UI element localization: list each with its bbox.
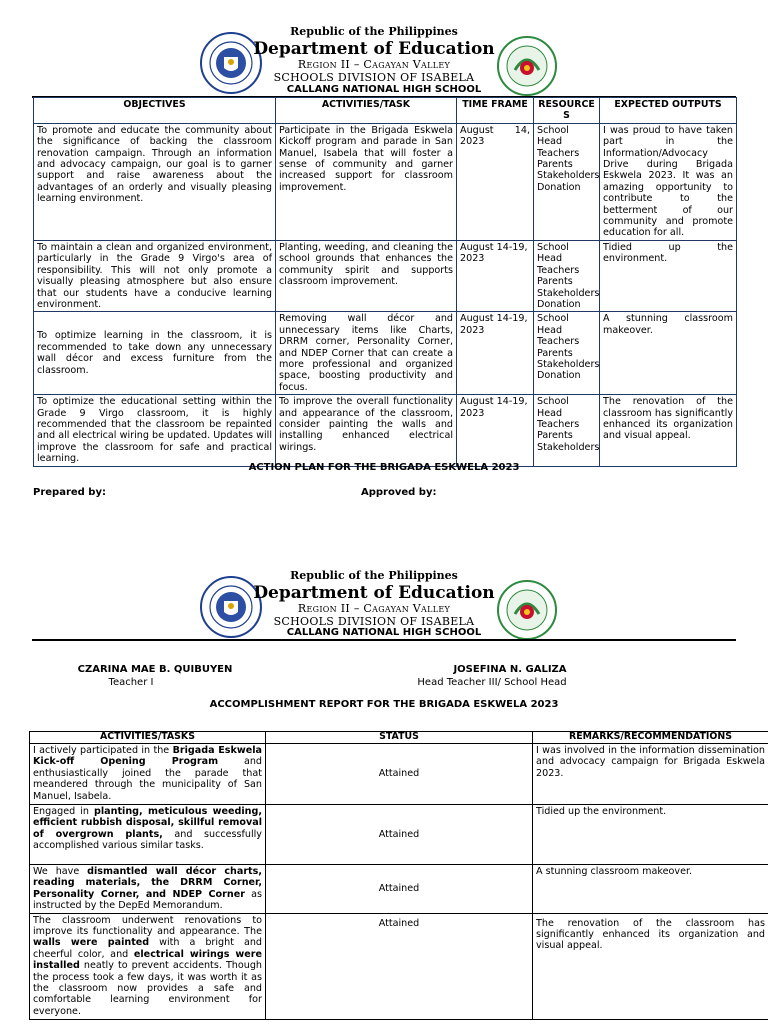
resource-item: Stakeholders — [537, 441, 600, 453]
output-cell: A stunning classroom makeover. — [600, 312, 737, 395]
time-cell: August 14-19, 2023 — [457, 395, 534, 466]
column-header: TIME FRAME — [457, 98, 534, 124]
table-row — [34, 312, 737, 395]
objective-cell: To promote and educate the community about the significance of backing the classroom renovation campaign. Through an information and advocacy campaign, our goal is to garner support and raise awareness about the advantages of an orderly and visually pleasing learning environment. — [34, 123, 276, 240]
remarks-cell: The renovation of the classroom has significantly enhanced its organization and visual appeal. — [533, 913, 768, 1019]
column-header: REMARKS/RECOMMENDATIONS — [533, 732, 768, 744]
resource-item: School Head — [537, 241, 569, 265]
action-plan-table — [33, 97, 737, 467]
action-plan-title: ACTION PLAN FOR THE BRIGADA ESKWELA 2023 — [248, 462, 520, 473]
department-title: Department of Education — [253, 583, 495, 603]
column-header: ACTIVITIES/TASKS — [30, 732, 266, 744]
column-header: STATUS — [266, 732, 533, 744]
resource-item: Stakeholders — [537, 170, 600, 182]
resource-item: Teachers — [537, 418, 580, 430]
accomplishment-table — [29, 731, 768, 1020]
resource-item: Teachers — [537, 147, 580, 159]
remarks-cell: Tidied up the environment. — [533, 805, 768, 865]
column-header: RESOURCE S — [534, 98, 600, 124]
output-cell: I was proud to have taken part in the Information/Advocacy Drive during Brigada Eskwela 2023. It was an amazing opportunity to contribute to the betterment of our community and promote education for all. — [600, 123, 737, 240]
resource-item: Teachers — [537, 264, 580, 276]
head-name: JOSEFINA N. GALIZA — [453, 664, 567, 675]
table-row — [30, 805, 768, 865]
column-header: OBJECTIVES — [34, 98, 276, 124]
column-header: EXPECTED OUTPUTS — [600, 98, 737, 124]
department-title: Department of Education — [253, 39, 495, 59]
activity-cell: We have dismantled wall décor charts, reading materials, the DRRM Corner, Personality Corner, and NDEP Corner as instructed by the DepEd Memorandum. — [30, 865, 266, 914]
output-cell: Tidied up the environment. — [600, 240, 737, 311]
activity-cell: I actively participated in the Brigada Eskwela Kick-off Opening Program and enthusiastically joined the parade that meandered through the municipality of San Manuel, Isabela. — [30, 744, 266, 805]
division-line: SCHOOLS DIVISION OF ISABELA — [273, 615, 475, 628]
status-cell: Attained — [266, 744, 533, 805]
resource-item: Donation — [537, 298, 581, 310]
activity-cell: Engaged in planting, meticulous weeding, efficient rubbish disposal, skillful removal of overgrown plants, and successfully accomplished various similar tasks. — [30, 805, 266, 865]
republic-line: Republic of the Philippines — [290, 569, 458, 582]
table-row — [30, 744, 768, 805]
table-row — [34, 240, 737, 311]
time-cell: August 14-19, 2023 — [457, 240, 534, 311]
column-header: ACTIVITIES/TASK — [276, 98, 457, 124]
resource-item: Parents — [537, 159, 573, 171]
table-header-row — [30, 732, 768, 744]
output-cell: The renovation of the classroom has significantly enhanced its organization and visual appeal. — [600, 395, 737, 466]
table-row — [30, 913, 768, 1019]
region-line: Region II – Cagayan Valley — [297, 58, 451, 71]
table-row — [34, 123, 737, 240]
activity-cell: Participate in the Brigada Eskwela Kickoff program and parade in San Manuel, Isabela that will foster a sense of community and garner increased support for classroom improvement. — [276, 123, 457, 240]
activity-cell: To improve the overall functionality and appearance of the classroom, consider painting the walls and installing enhanced electrical wirings. — [276, 395, 457, 466]
region-line: Region II – Cagayan Valley — [297, 602, 451, 615]
school-name: CALLANG NATIONAL HIGH SCHOOL — [286, 84, 482, 95]
resources-cell — [534, 395, 600, 466]
teacher-role: Teacher I — [108, 677, 154, 688]
resource-item: Parents — [537, 430, 573, 442]
resource-item: Stakeholders — [537, 358, 600, 370]
school-name: CALLANG NATIONAL HIGH SCHOOL — [286, 627, 482, 638]
table-header-row — [34, 98, 737, 124]
resources-cell — [534, 123, 600, 240]
resources-cell — [534, 240, 600, 311]
resource-item: Parents — [537, 347, 573, 359]
objective-cell: To maintain a clean and organized environment, particularly in the Grade 9 Virgo's area of responsibility. This will not only promote a visually pleasing atmosphere but also ensure that our students have a conducive learning environment. — [34, 240, 276, 311]
head-role: Head Teacher III/ School Head — [417, 677, 567, 688]
resource-item: Stakeholders — [537, 287, 600, 299]
table-row — [30, 865, 768, 914]
resource-item: Teachers — [537, 336, 580, 348]
resource-item: Parents — [537, 276, 573, 288]
activity-cell: Removing wall décor and unnecessary items like Charts, DRRM corner, Personality Corner, and NDEP Corner that can create a more professional and organized space, boosting productivity and focus. — [276, 312, 457, 395]
prepared-by-label: Prepared by: — [33, 487, 106, 498]
resource-item: School Head — [537, 313, 569, 336]
remarks-cell: I was involved in the information dissemination and advocacy campaign for Brigada Eskwela 2023. — [533, 744, 768, 805]
status-cell: Attained — [266, 913, 533, 1019]
time-cell: August 14, 2023 — [457, 123, 534, 240]
objective-cell: To optimize the educational setting within the Grade 9 Virgo classroom, it is highly recommended that the classroom be repainted and all electrical wiring be updated. Updates will improve the classroom for safe and practical learning. — [34, 395, 276, 466]
resource-item: School Head — [537, 396, 569, 419]
objective-cell: To optimize learning in the classroom, it is recommended to take down any unnecessary wall décor and excess furniture from the classroom. — [34, 312, 276, 395]
division-line: SCHOOLS DIVISION OF ISABELA — [273, 71, 475, 84]
teacher-name: CZARINA MAE B. QUIBUYEN — [77, 664, 233, 675]
resources-cell — [534, 312, 600, 395]
resource-item: School Head — [537, 124, 569, 148]
approved-by-label: Approved by: — [361, 487, 437, 498]
status-cell: Attained — [266, 865, 533, 914]
header-rule — [32, 639, 736, 641]
activity-cell: The classroom underwent renovations to improve its functionality and appearance. The walls were painted with a bright and cheerful color, and electrical wirings were installed neatly to prevent accidents. Though the process took a few days, it was worth it as the classroom now provides a safe and comfortable learning environment for everyone. — [30, 913, 266, 1019]
table-row — [34, 395, 737, 466]
resource-item: Donation — [537, 181, 581, 193]
remarks-cell: A stunning classroom makeover. — [533, 865, 768, 914]
republic-line: Republic of the Philippines — [290, 25, 458, 38]
resource-item: Donation — [537, 370, 581, 382]
report-title: ACCOMPLISHMENT REPORT FOR THE BRIGADA ESKWELA 2023 — [209, 699, 559, 710]
status-cell: Attained — [266, 805, 533, 865]
time-cell: August 14-19, 2023 — [457, 312, 534, 395]
activity-cell: Planting, weeding, and cleaning the school grounds that enhances the community spirit and supports classroom improvement. — [276, 240, 457, 311]
